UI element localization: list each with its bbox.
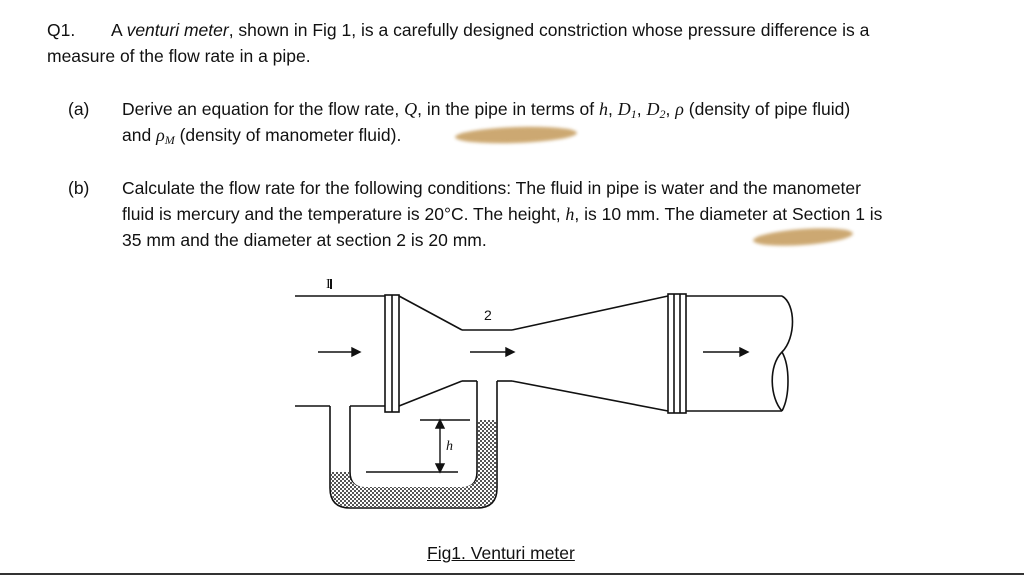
part-b-text2b: , is 10 mm. The diameter at Section 1 is [574,204,883,224]
symbol-rho: ρ [675,99,684,119]
part-a-text3: (density of pipe fluid) [683,99,851,119]
part-b-text2a: fluid is mercury and the temperature is 20°C. The height, [122,204,566,224]
part-a-text4: and [122,125,157,145]
comma: , [636,99,642,119]
part-a-text5: (density of manometer fluid). [174,125,402,145]
part-a-text1: Derive an equation for the flow rate, [122,99,405,119]
section-1-label: I [326,277,331,292]
part-b-line3: 35 mm and the diameter at section 2 is 20 mm. [122,230,487,250]
symbol-h: h [599,99,609,119]
q1-text-prefix: A [111,20,127,40]
symbol-Q: Q [404,99,418,119]
converging-bottom [399,381,462,406]
part-a-label: (a) [68,99,90,119]
part-b-label: (b) [68,178,90,198]
section-2-label: 2 [484,307,492,323]
symbol-rho-M: $\rho_M$ [156,125,175,147]
diverging-top [512,296,668,330]
symbol-D1: $D_1$ [617,99,637,121]
part-a-text2: , in the pipe in terms of [417,99,600,119]
figure-caption: Fig1. Venturi meter [427,543,575,563]
comma: , [665,99,671,119]
manometer-bottom-inner [350,472,477,488]
symbol-D2: $D_2$ [646,99,666,121]
converging-top [399,296,462,330]
symbol-h: h [565,204,575,224]
manometer-mercury [331,420,496,507]
comma: , [608,99,613,119]
part-b-line1: Calculate the flow rate for the following conditions: The fluid in pipe is water and the manometer [122,178,861,198]
height-h-label: h [446,439,453,454]
bottom-rule [0,573,1024,575]
question-number: Q1. [47,20,76,40]
diverging-bottom [512,381,668,411]
flange-2 [668,294,686,413]
q1-text-rest: , shown in Fig 1, is a carefully designed constriction whose pressure difference is a [228,20,870,40]
question-text-line2: measure of the flow rate in a pipe. [47,46,311,66]
venturi-term: venturi meter [126,20,229,40]
